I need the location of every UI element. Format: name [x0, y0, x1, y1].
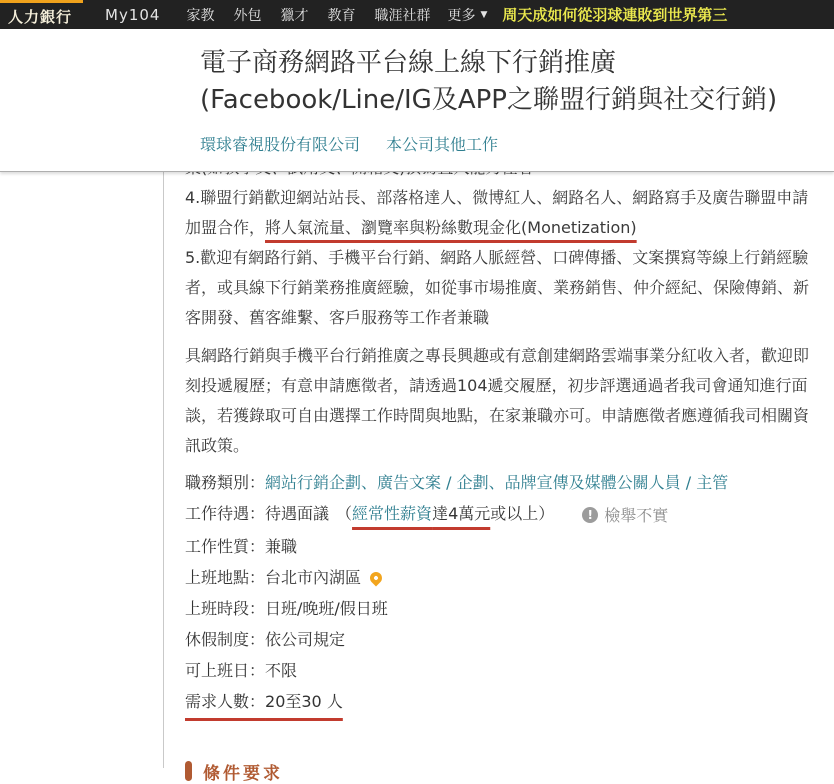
category-link-marketing-planner[interactable]: 網站行銷企劃	[265, 473, 362, 492]
job-content-panel	[163, 172, 834, 784]
news-headline-link[interactable]: 周天成如何從羽球連敗到世界第三	[502, 6, 728, 24]
brand-tab[interactable]	[0, 0, 83, 29]
job-details-list	[185, 467, 820, 717]
salary-paren-open: （	[336, 504, 353, 523]
nav-item-education[interactable]: 教育	[327, 7, 356, 24]
nav-item-headhunt[interactable]: 獵才	[280, 7, 309, 24]
category-separator: 、	[361, 473, 378, 492]
detail-row-start-date	[185, 655, 820, 686]
nav-item-outsource[interactable]: 外包	[233, 7, 262, 24]
requirements-section-title: 條件要求	[203, 763, 283, 784]
job-type-value: 兼職	[265, 536, 298, 556]
headcount-annotation	[185, 692, 343, 711]
location-label: 上班地點：	[185, 567, 266, 587]
salary-value: 待遇面議	[265, 504, 330, 523]
shift-value: 日班/晚班/假日班	[265, 598, 388, 618]
nav-items	[83, 0, 834, 29]
report-false-info-button[interactable]	[582, 500, 668, 531]
detail-row-vacation	[185, 624, 820, 655]
headcount-label: 需求人數：	[185, 691, 266, 711]
job-header	[0, 29, 834, 172]
requirements-section-header	[185, 759, 820, 784]
other-jobs-link[interactable]: 本公司其他工作	[386, 135, 499, 154]
headcount-value: 20至30 人	[265, 691, 343, 711]
map-pin-icon[interactable]	[368, 569, 385, 586]
detail-row-shift	[185, 593, 820, 624]
nav-item-more-label: 更多	[447, 7, 476, 24]
salary-rest: 或以上）	[490, 504, 555, 523]
location-value: 台北市內湖區	[265, 567, 362, 587]
nav-item-my104[interactable]: My104	[105, 5, 161, 24]
job-title	[0, 29, 834, 119]
start-date-value: 不限	[265, 660, 298, 680]
job-title-line1: 電子商務網路平台線上線下行銷推廣	[200, 48, 617, 78]
job-title-line2: (Facebook/Line/IG及APP之聯盟行銷與社交行銷)	[200, 85, 778, 115]
category-separator: 、	[488, 473, 505, 492]
vacation-value: 依公司規定	[265, 629, 346, 649]
top-nav	[0, 0, 834, 29]
detail-row-salary	[185, 498, 820, 531]
header-links	[200, 132, 834, 155]
detail-row-headcount	[185, 686, 820, 717]
brand-label: 人力銀行	[8, 7, 73, 26]
vacation-label: 休假制度：	[185, 629, 266, 649]
category-link-ad-copywriter[interactable]: 廣告文案 / 企劃	[377, 473, 489, 492]
detail-row-location	[185, 562, 820, 593]
start-date-label: 可上班日：	[185, 660, 266, 680]
salary-label: 工作待遇：	[185, 504, 266, 523]
monetization-annotation: 將人氣流量、瀏覽率與粉絲數現金化(Monetization)	[265, 218, 637, 237]
nav-item-more[interactable]	[447, 5, 487, 25]
description-paragraph-6: 具網路行銷與手機平台行銷推廣之專長興趣或有意創建網路雲端事業分紅收入者，歡迎即刻投遞履歷；有意申請應徵者，請透過104遞交履歷，初步評選通過者我司會通知進行面談，若獲錄取可自由選擇工作時間與地點，在家兼職亦可。申請應徵者應遵循我司相關資訊政策。	[185, 346, 810, 455]
description-paragraph-4	[185, 183, 815, 243]
salary-term-link[interactable]: 經常性薪資	[352, 504, 433, 523]
category-link-pr-manager[interactable]: 品牌宣傳及媒體公關人員 / 主管	[504, 473, 729, 492]
job-type-label: 工作性質：	[185, 536, 266, 556]
chevron-down-icon: ▼	[480, 9, 488, 20]
report-false-info-label: 檢舉不實	[604, 505, 669, 525]
category-label: 職務類別：	[185, 473, 266, 492]
detail-row-category	[185, 467, 820, 498]
paragraph-4-text: 4.聯盟行銷歡迎網站站長、部落格達人、微博紅人、網路名人、網路寫手及廣告聯盟申請加盟合作，	[185, 188, 809, 237]
salary-underline-rest: 達4萬元	[432, 504, 491, 523]
nav-item-career-community[interactable]: 職涯社群	[374, 7, 431, 24]
shift-label: 上班時段：	[185, 598, 266, 618]
description-paragraph-5: 5.歡迎有網路行銷、手機平台行銷、網路人脈經營、口碑傳播、文案撰寫等線上行銷經驗者，或具線下行銷業務推廣經驗，如從事市場推廣、業務銷售、仲介經紀、保險傳銷、新客開發、舊客維繫、客戶服務等工作者兼職	[185, 248, 810, 327]
company-link[interactable]: 環球睿視股份有限公司	[200, 135, 361, 154]
section-marker-bar	[185, 761, 192, 781]
nav-item-tutor[interactable]: 家教	[186, 7, 215, 24]
detail-row-job-type	[185, 531, 820, 562]
alert-glyph: !	[587, 508, 593, 522]
alert-circle-icon	[582, 507, 598, 523]
